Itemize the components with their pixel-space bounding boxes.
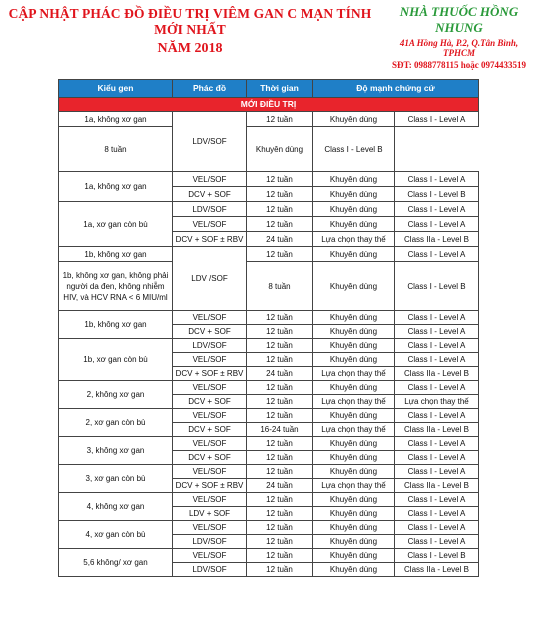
duration-cell: 24 tuần	[247, 367, 313, 381]
table-row	[59, 311, 479, 325]
evidence-class-cell: Class IIa - Level B	[395, 232, 479, 247]
evidence-class-cell: Class IIa - Level B	[395, 367, 479, 381]
genotype-cell: 3, không xơ gan	[59, 437, 173, 465]
regimen-cell: LDV + SOF	[173, 507, 247, 521]
recommendation-cell: Khuyên dùng	[313, 187, 395, 202]
pharmacy-name: NHÀ THUỐC HỒNG NHUNG	[399, 4, 519, 35]
regimen-cell: DCV + SOF ± RBV	[173, 232, 247, 247]
recommendation-cell: Khuyên dùng	[313, 493, 395, 507]
regimen-cell: VEL/SOF	[173, 493, 247, 507]
evidence-class-cell: Class I - Level B	[395, 549, 479, 563]
evidence-class-cell: Class I - Level A	[395, 451, 479, 465]
evidence-class-cell: Class I - Level A	[395, 381, 479, 395]
evidence-class-cell: Class I - Level A	[395, 172, 479, 187]
genotype-cell: 1a, xơ gan còn bù	[59, 202, 173, 247]
table-row	[59, 521, 479, 535]
regimen-cell: LDV /SOF	[173, 247, 247, 311]
recommendation-cell: Khuyên dùng	[313, 353, 395, 367]
evidence-class-cell: Class I - Level B	[395, 187, 479, 202]
duration-cell: 12 tuần	[247, 521, 313, 535]
regimen-cell: LDV/SOF	[173, 112, 247, 172]
genotype-cell: 1a, không xơ gan	[59, 112, 173, 127]
regimen-cell: LDV/SOF	[173, 202, 247, 217]
duration-cell: 12 tuần	[247, 247, 313, 262]
genotype-cell: 2, xơ gan còn bù	[59, 409, 173, 437]
duration-cell: 12 tuần	[247, 325, 313, 339]
recommendation-cell: Lựa chọn thay thế	[313, 423, 395, 437]
regimen-cell: VEL/SOF	[173, 353, 247, 367]
table-header-row	[59, 80, 479, 98]
evidence-class-cell: Class I - Level A	[395, 507, 479, 521]
regimen-cell: DCV + SOF	[173, 325, 247, 339]
genotype-cell: 5,6 không/ xơ gan	[59, 549, 173, 577]
regimen-cell: VEL/SOF	[173, 217, 247, 232]
recommendation-cell: Khuyên dùng	[313, 202, 395, 217]
regimen-cell: VEL/SOF	[173, 521, 247, 535]
duration-cell: 12 tuần	[247, 395, 313, 409]
regimen-cell: VEL/SOF	[173, 465, 247, 479]
duration-cell: 12 tuần	[247, 112, 313, 127]
duration-cell: 12 tuần	[247, 493, 313, 507]
table-row	[59, 409, 479, 423]
duration-cell: 12 tuần	[247, 549, 313, 563]
regimen-cell: VEL/SOF	[173, 381, 247, 395]
recommendation-cell: Khuyên dùng	[313, 339, 395, 353]
regimen-cell: DCV + SOF	[173, 451, 247, 465]
duration-cell: 12 tuần	[247, 507, 313, 521]
evidence-class-cell: Class I - Level B	[313, 127, 395, 172]
evidence-class-cell: Class I - Level A	[395, 409, 479, 423]
regimen-cell: VEL/SOF	[173, 437, 247, 451]
evidence-class-cell: Class I - Level A	[395, 535, 479, 549]
recommendation-cell: Khuyên dùng	[313, 217, 395, 232]
evidence-class-cell: Class IIa - Level B	[395, 479, 479, 493]
genotype-cell: 1b, xơ gan còn bù	[59, 339, 173, 381]
genotype-cell: 2, không xơ gan	[59, 381, 173, 409]
recommendation-cell: Lựa chọn thay thế	[313, 232, 395, 247]
genotype-cell: 1b, không xơ gan	[59, 311, 173, 339]
table-row	[59, 247, 479, 262]
recommendation-cell: Khuyên dùng	[313, 437, 395, 451]
recommendation-cell: Khuyên dùng	[247, 127, 313, 172]
duration-cell: 12 tuần	[247, 217, 313, 232]
recommendation-cell: Khuyên dùng	[313, 451, 395, 465]
duration-cell: 12 tuần	[247, 353, 313, 367]
duration-cell: 12 tuần	[247, 381, 313, 395]
regimen-cell: LDV/SOF	[173, 339, 247, 353]
duration-cell: 8 tuần	[247, 262, 313, 311]
evidence-class-cell: Class I - Level A	[395, 521, 479, 535]
evidence-class-cell: Class I - Level A	[395, 493, 479, 507]
evidence-class-cell: Class I - Level A	[395, 437, 479, 451]
recommendation-cell: Khuyên dùng	[313, 247, 395, 262]
table-row	[59, 549, 479, 563]
recommendation-cell: Khuyên dùng	[313, 325, 395, 339]
regimen-cell: LDV/SOF	[173, 535, 247, 549]
table-body	[59, 112, 479, 577]
genotype-cell: 1a, không xơ gan	[59, 172, 173, 202]
regimen-cell: DCV + SOF	[173, 395, 247, 409]
title-line-2: NĂM 2018	[157, 41, 223, 56]
recommendation-cell: Khuyên dùng	[313, 409, 395, 423]
duration-cell: 12 tuần	[247, 563, 313, 577]
evidence-class-cell: Class IIa - Level B	[395, 423, 479, 437]
col-header-duration: Thời gian	[247, 80, 313, 98]
recommendation-cell: Khuyên dùng	[313, 549, 395, 563]
duration-cell: 12 tuần	[247, 202, 313, 217]
evidence-class-cell: Class I - Level A	[395, 217, 479, 232]
evidence-class-cell: Class I - Level B	[395, 262, 479, 311]
evidence-class-cell: Class I - Level A	[395, 112, 479, 127]
duration-cell: 12 tuần	[247, 409, 313, 423]
recommendation-cell: Lựa chọn thay thế	[313, 367, 395, 381]
title-line-1: CẬP NHẬT PHÁC ĐỒ ĐIỀU TRỊ VIÊM GAN C MẠN TÍNH MỚI NHẤT	[8, 6, 372, 37]
table-row	[59, 381, 479, 395]
pharmacy-address: 41A Hồng Hà, P.2, Q.Tân Bình, TPHCM	[399, 38, 519, 58]
evidence-class-cell: Class I - Level A	[395, 311, 479, 325]
table-row	[59, 112, 479, 127]
recommendation-cell: Khuyên dùng	[313, 465, 395, 479]
table-row	[59, 339, 479, 353]
regimen-cell: DCV + SOF	[173, 423, 247, 437]
section-row	[59, 98, 479, 112]
genotype-cell: 1b, không xơ gan, không phải người da đen, không nhiễm HIV, và HCV RNA < 6 MIU/ml	[59, 262, 173, 311]
evidence-class-cell: Class I - Level A	[395, 325, 479, 339]
regimen-cell: VEL/SOF	[173, 409, 247, 423]
duration-cell: 12 tuần	[247, 465, 313, 479]
col-header-evidence: Độ mạnh chứng cứ	[313, 80, 479, 98]
recommendation-cell: Lựa chọn thay thế	[313, 395, 395, 409]
document-title	[0, 6, 380, 57]
pharmacy-info	[384, 4, 534, 70]
table-row	[59, 465, 479, 479]
table-row	[59, 172, 479, 187]
genotype-cell: 3, xơ gan còn bù	[59, 465, 173, 493]
duration-cell: 24 tuần	[247, 232, 313, 247]
treatment-table	[58, 79, 479, 577]
recommendation-cell: Lựa chọn thay thế	[313, 479, 395, 493]
evidence-class-cell: Lựa chọn thay thế	[395, 395, 479, 409]
regimen-cell: VEL/SOF	[173, 311, 247, 325]
recommendation-cell: Khuyên dùng	[313, 535, 395, 549]
regimen-cell: DCV + SOF ± RBV	[173, 479, 247, 493]
recommendation-cell: Khuyên dùng	[313, 381, 395, 395]
table-row	[59, 262, 479, 311]
pharmacy-phone: SĐT: 0988778115 hoặc 0974433519	[391, 60, 527, 70]
genotype-cell: 4, xơ gan còn bù	[59, 521, 173, 549]
regimen-cell: VEL/SOF	[173, 172, 247, 187]
table-row	[59, 127, 479, 172]
duration-cell: 12 tuần	[247, 187, 313, 202]
duration-cell: 24 tuần	[247, 479, 313, 493]
table-row	[59, 493, 479, 507]
duration-cell: 12 tuần	[247, 437, 313, 451]
evidence-class-cell: Class I - Level A	[395, 247, 479, 262]
recommendation-cell: Khuyên dùng	[313, 262, 395, 311]
regimen-cell: DCV + SOF ± RBV	[173, 367, 247, 381]
section-label: MỚI ĐIỀU TRỊ	[59, 98, 479, 112]
col-header-regimen: Phác đồ	[173, 80, 247, 98]
duration-cell: 8 tuần	[59, 127, 173, 172]
recommendation-cell: Khuyên dùng	[313, 172, 395, 187]
recommendation-cell: Khuyên dùng	[313, 563, 395, 577]
recommendation-cell: Khuyên dùng	[313, 521, 395, 535]
duration-cell: 12 tuần	[247, 339, 313, 353]
evidence-class-cell: Class I - Level A	[395, 339, 479, 353]
evidence-class-cell: Class I - Level A	[395, 353, 479, 367]
duration-cell: 12 tuần	[247, 451, 313, 465]
regimen-cell: VEL/SOF	[173, 549, 247, 563]
table-row	[59, 437, 479, 451]
evidence-class-cell: Class I - Level A	[395, 465, 479, 479]
recommendation-cell: Khuyên dùng	[313, 112, 395, 127]
evidence-class-cell: Class IIa - Level B	[395, 563, 479, 577]
evidence-class-cell: Class I - Level A	[395, 202, 479, 217]
duration-cell: 12 tuần	[247, 311, 313, 325]
regimen-cell: LDV/SOF	[173, 563, 247, 577]
duration-cell: 16-24 tuần	[247, 423, 313, 437]
regimen-cell: DCV + SOF	[173, 187, 247, 202]
genotype-cell: 4, không xơ gan	[59, 493, 173, 521]
duration-cell: 12 tuần	[247, 172, 313, 187]
recommendation-cell: Khuyên dùng	[313, 507, 395, 521]
col-header-genotype: Kiểu gen	[59, 80, 173, 98]
table-row	[59, 202, 479, 217]
genotype-cell: 1b, không xơ gan	[59, 247, 173, 262]
recommendation-cell: Khuyên dùng	[313, 311, 395, 325]
duration-cell: 12 tuần	[247, 535, 313, 549]
